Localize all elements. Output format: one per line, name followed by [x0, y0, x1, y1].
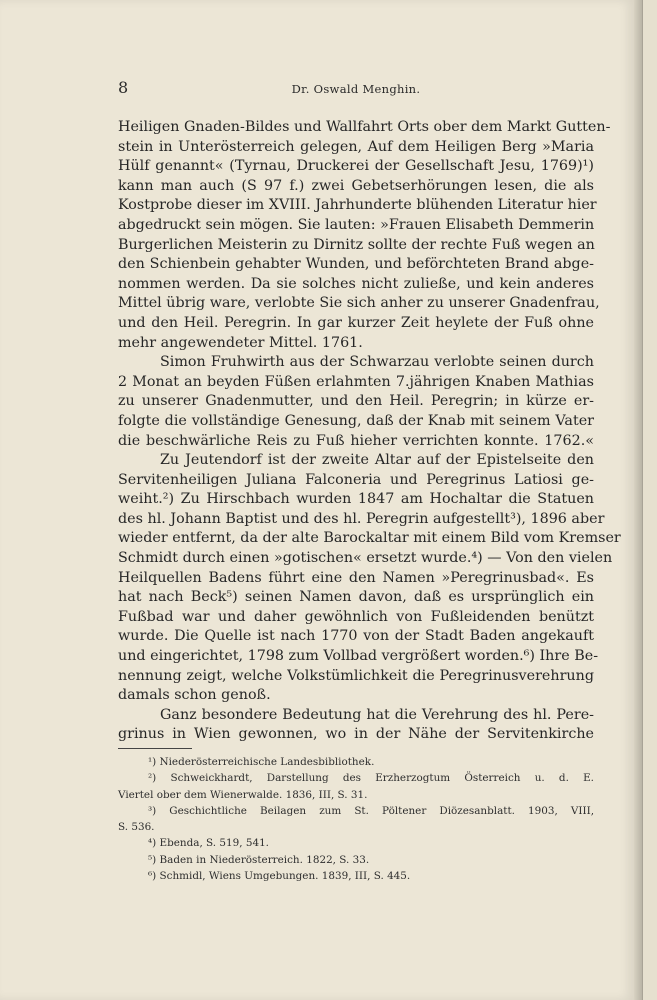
body-line: Mittel übrig ware, verlobte Sie sich anher zu unserer Gnadenfrau, — [118, 295, 600, 312]
body-line: Kostprobe dieser im XVIII. Jahrhunderte blühenden Literatur hier — [118, 197, 597, 214]
body-line: 2 Monat an beyden Füßen erlahmten 7.jährigen Knaben Mathias — [118, 373, 594, 390]
footnote-line: ¹) Niederösterreichische Landesbibliothek. — [148, 756, 375, 768]
body-line: damals schon genoß. — [118, 687, 271, 704]
body-line: hat nach Beck⁵) seinen Namen davon, daß es ursprünglich ein — [118, 589, 594, 606]
body-line: Ganz besondere Bedeutung hat die Verehrung des hl. Pere- — [160, 706, 594, 723]
page-number: 8 — [118, 78, 129, 97]
body-line: den Schienbein gehabter Wunden, und beförchteten Brand abge- — [118, 256, 594, 273]
body-line: Servitenheiligen Juliana Falconeria und Peregrinus Latiosi ge- — [118, 471, 594, 488]
footnote-line: ⁵) Baden in Niederösterreich. 1822, S. 33. — [148, 853, 370, 866]
footnote-line: ⁴) Ebenda, S. 519, 541. — [148, 837, 269, 850]
next-page-edge — [642, 0, 657, 1000]
body-line: Hülf genannt« (Tyrnau, Druckerei der Gesellschaft Jesu, 1769)¹) — [118, 158, 594, 175]
body-line: nommen werden. Da sie solches nicht zuließe, und kein anderes — [118, 275, 594, 292]
body-line: weiht.²) Zu Hirschbach wurden 1847 am Hochaltar die Statuen — [118, 491, 594, 508]
body-line: Burgerlichen Meisterin zu Dirnitz sollte der rechte Fuß wegen an — [118, 236, 595, 253]
body-line: kann man auch (S 97 f.) zwei Gebetserhörungen lesen, die als — [118, 177, 594, 194]
body-line: Fußbad war und daher gewöhnlich von Fußleidenden benützt — [118, 608, 594, 625]
body-line: grinus in Wien gewonnen, wo in der Nähe der Servitenkirche — [118, 726, 594, 743]
body-line: Heiligen Gnaden-Bildes und Wallfahrt Orts ober dem Markt Gutten- — [118, 119, 611, 135]
body-line: nennung zeigt, welche Volkstümlichkeit die Peregrinusverehrung — [118, 667, 594, 684]
body-line: zu unserer Gnadenmutter, und den Heil. Peregrin; in kürze er- — [118, 393, 594, 410]
body-line: mehr angewendeter Mittel. 1761. — [118, 334, 363, 351]
body-line: und eingerichtet, 1798 zum Vollbad vergrößert worden.⁶) Ihre Be- — [118, 648, 599, 665]
body-line: folgte die vollständige Genesung, daß der Knab mit seinem Vater — [118, 412, 594, 429]
footnote-divider — [118, 748, 192, 749]
body-line: und den Heil. Peregrin. In gar kurzer Zeit heylete der Fuß ohne — [118, 314, 594, 331]
footnote-line: ³) Geschichtliche Beilagen zum St. Pöltener Diözesanblatt. 1903, VIII, — [148, 804, 594, 817]
running-head: Dr. Oswald Menghin. — [291, 82, 421, 96]
body-line: die beschwärliche Reis zu Fuß hieher verrichten konnte. 1762.« — [118, 432, 594, 449]
body-text — [118, 118, 621, 745]
body-line: wurde. Die Quelle ist nach 1770 von der Stadt Baden angekauft — [118, 628, 594, 645]
body-line: des hl. Johann Baptist und des hl. Peregrin aufgestellt³), 1896 aber — [118, 510, 605, 527]
body-line: wieder entfernt, da der alte Barockaltar mit einem Bild vom Kremser — [118, 530, 621, 547]
page-header — [118, 78, 594, 102]
footnote-line: ⁶) Schmidl, Wiens Umgebungen. 1839, III, S. 445. — [148, 870, 411, 883]
page-edge-shadow — [634, 0, 642, 1000]
footnote-line: ²) Schweickhardt, Darstellung des Erzherzogtum Österreich u. d. E. — [148, 772, 594, 785]
footnote-line: S. 536. — [118, 821, 155, 834]
body-line: Zu Jeutendorf ist der zweite Altar auf der Epistelseite den — [160, 452, 594, 469]
body-line: stein in Unterösterreich gelegen, Auf dem Heiligen Berg »Maria — [118, 138, 594, 155]
body-line: Schmidt durch einen »gotischen« ersetzt wurde.⁴) — Von den vielen — [118, 550, 613, 567]
body-line: abgedruckt sein mögen. Sie lauten: »Frauen Elisabeth Demmerin — [118, 216, 595, 233]
footnotes — [118, 754, 594, 884]
body-line: Simon Fruhwirth aus der Schwarzau verlobte seinen durch — [160, 354, 594, 371]
footnote-line: Viertel ober dem Wienerwalde. 1836, III, S. 31. — [118, 788, 368, 801]
body-line: Heilquellen Badens führt eine den Namen »Peregrinusbad«. Es — [118, 569, 594, 586]
